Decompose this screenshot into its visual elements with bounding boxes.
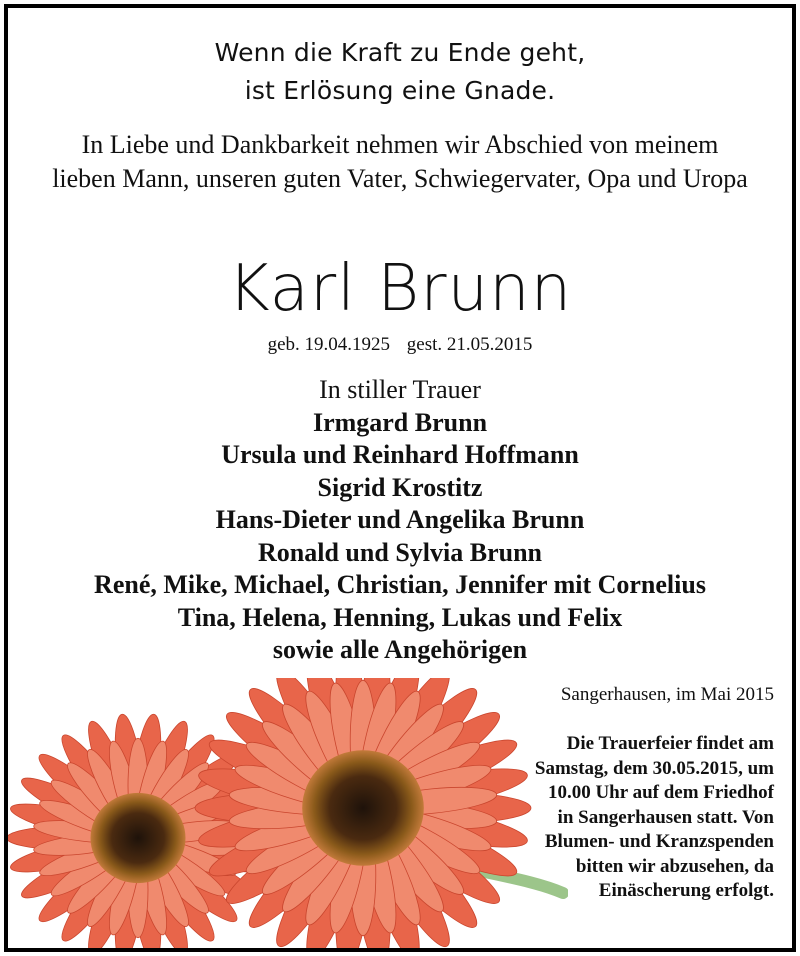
life-dates [8, 334, 792, 356]
note-line: Die Trauerfeier findet am [566, 733, 774, 754]
mourner-line: Hans-Dieter und Angelika Brunn [215, 505, 585, 534]
note-line: Blumen- und Kranzspenden [544, 831, 774, 852]
mourner-line: sowie alle Angehörigen [272, 635, 528, 664]
intro-text: In Liebe und Dankbarkeit nehmen wir Abschied von meinem lieben Mann, unseren guten Vater, Schwiegervater, Opa und Uropa [52, 130, 748, 193]
mourner-line: Irmgard Brunn [312, 407, 488, 437]
note-line: 10.00 Uhr auf dem Friedhof [547, 782, 774, 803]
note-line: Einäscherung erfolgt. [598, 880, 774, 901]
death-date: gest. 21.05.2015 [406, 334, 533, 355]
funeral-note [474, 732, 774, 904]
motto [8, 34, 792, 110]
mourners-lead: In stiller Trauer [319, 375, 481, 404]
obituary-frame [4, 4, 796, 952]
note-line: bitten wir abzusehen, da [575, 855, 774, 877]
place-date: Sangerhausen, im Mai 2015 [560, 684, 774, 705]
note-line: Samstag, dem 30.05.2015, um [534, 757, 774, 779]
birth-date: geb. 19.04.1925 [267, 334, 391, 355]
note-line: in Sangerhausen statt. Von [557, 806, 774, 828]
mourner-line: Sigrid Krostitz [317, 472, 483, 502]
motto-line-1: Wenn die Kraft zu Ende geht, [214, 38, 586, 67]
deceased-name: Karl Brunn [227, 252, 573, 326]
mourners-list [8, 374, 792, 667]
mourner-line: René, Mike, Michael, Christian, Jennifer mit Cornelius [94, 570, 706, 599]
mourner-line: Tina, Helena, Henning, Lukas und Felix [177, 602, 623, 632]
mourner-line: Ursula und Reinhard Hoffmann [221, 440, 579, 469]
mourner-line: Ronald und Sylvia Brunn [258, 537, 542, 567]
motto-line-2: ist Erlösung eine Gnade. [244, 76, 556, 105]
